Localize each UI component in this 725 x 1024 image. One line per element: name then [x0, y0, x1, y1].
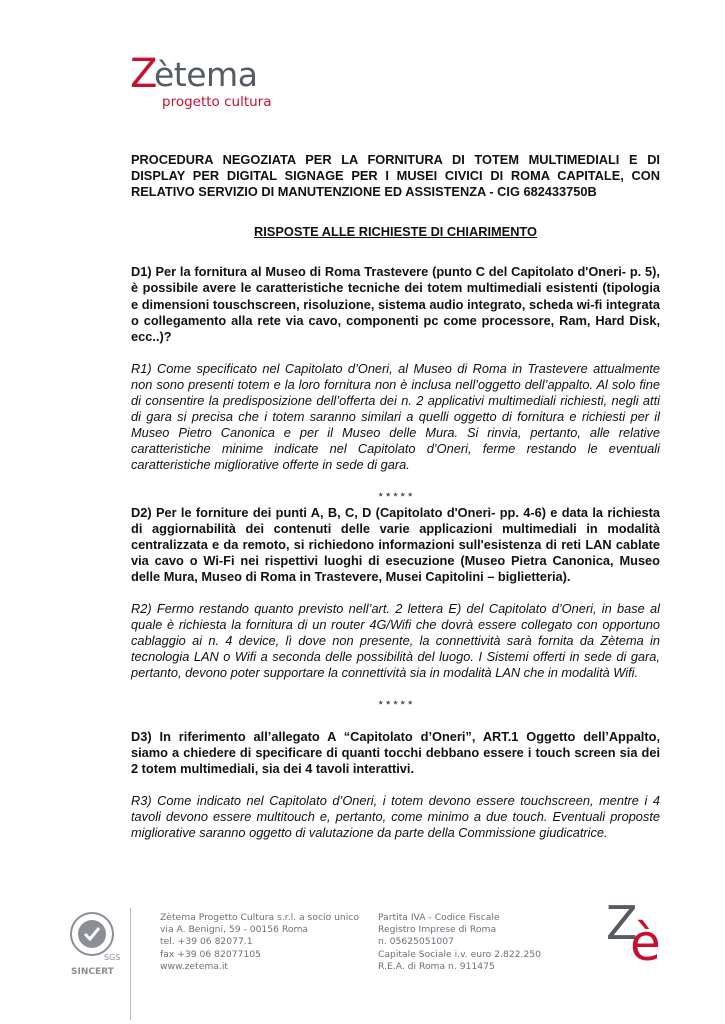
logo-tagline: progetto cultura: [162, 94, 272, 110]
question-1: D1) Per la fornitura al Museo di Roma Trastevere (punto C del Capitolato d'Oneri- p. 5), è possibile avere le caratteristiche tecniche dei totem multimediali esistenti (tipologia e dimensioni touschscreen, risoluzione, sistema audio integrato, scheda wi-fi integrata o collegamento alla rete via cavo, componenti pc come processore, Ram, Hard Disk, ecc..)?: [131, 264, 660, 344]
question-3: D3) In riferimento all’allegato A “Capitolato d’Oneri”, ART.1 Oggetto dell’Appalto, siamo a chiedere di specificare di quanti tocchi debbano essere i touch screen sia dei 2 totem multimediali, sia dei 4 tavoli interattivi.: [131, 728, 660, 776]
letterhead-footer: [0, 896, 725, 1024]
zetema-mark: [602, 896, 668, 974]
zetema-logo: [130, 51, 272, 114]
vat-number: n. 05625051007: [378, 936, 454, 948]
answer-1: R1) Come specificato nel Capitolato d’Oneri, al Museo di Roma in Trastevere attualmente non sono presenti totem e la loro fornitura non è inclusa nell’oggetto dell’appalto. Al solo fine di consentire la predisposizione dell’offerta dei n. 2 applicativi multimediali richiesti, negli atti di gara si precisa che i totem saranno similari a quelli oggetto di fornitura e richiesti per il Museo Pietro Canonica e per il Museo delle Mura. Si rinvia, pertanto, alle relative caratteristiche minime indicate nel Capitolato d’Oneri, ferme restando le eventuali caratteristiche migliorative offerte in sede di gara.: [131, 360, 660, 473]
seal-sgs: SGS: [104, 953, 121, 962]
company-info: [160, 912, 359, 973]
registry-label: Registro Imprese di Roma: [378, 924, 497, 936]
separator: * * * * *: [378, 490, 413, 503]
share-capital: Capitale Sociale i.v. euro 2.822.250: [378, 948, 541, 960]
company-address: via A. Benigni, 59 - 00156 Roma: [160, 924, 309, 936]
registration-info: [378, 912, 541, 973]
document-title: PROCEDURA NEGOZIATA PER LA FORNITURA DI TOTEM MULTIMEDIALI E DI DISPLAY PER DIGITAL SIGNAGE PER I MUSEI CIVICI DI ROMA CAPITALE, CON RELATIVO SERVIZIO DI MANUTENZIONE ED ASSISTENZA - CIG 682433750B: [131, 152, 660, 200]
document-subtitle: RISPOSTE ALLE RICHIESTE DI CHIARIMENTO: [254, 224, 537, 240]
vat-label: Partita IVA - Codice Fiscale: [378, 912, 500, 923]
footer-divider: [130, 908, 131, 1020]
answer-3: R3) Come indicato nel Capitolato d’Oneri, i totem devono essere touchscreen, mentre i 4 tavoli devono essere multitouch e, pertanto, come minimo a due touch. Eventuali proposte migliorative saranno oggetto di valutazione da parte della Commissione giudicatrice.: [131, 792, 660, 841]
document-body: [131, 152, 660, 841]
answer-2: R2) Fermo restando quanto previsto nell’art. 2 lettera E) del Capitolato d’Oneri, in base al quale è richiesta la fornitura di un router 4G/Wifi che dovrà essere collegato con opportuno cablaggio ai n. 4 device, lì dove non presente, la connettività sarà fornita da Zètema in tecnologia LAN o Wifi a seconda delle possibilità del luogo. I Sistemi offerti in sede di gara, pertanto, devono poter supportare la connettività sia in modalità LAN che in modalità Wifi.: [131, 601, 660, 681]
mark-z: Z: [606, 896, 638, 950]
separator: * * * * *: [378, 698, 413, 711]
mark-e: è: [630, 914, 661, 972]
company-name: Zètema Progetto Cultura s.r.l. a socio unico: [160, 912, 359, 923]
logo-z: Z: [130, 51, 158, 97]
question-2: D2) Per le forniture dei punti A, B, C, D (Capitolato d'Oneri- pp. 4-6) e data la richiesta di aggiornabilità dei contenuti delle varie applicazioni multimediali in modalità centralizzata e da remoto, si richiedono informazioni sull'esistenza di reti LAN cablate via cavo o Wi-Fi nei rispettivi luoghi di esecuzione (Museo Pietra Canonica, Museo delle Mura, Museo di Roma in Trastevere, Musei Capitolini – biglietteria).: [131, 504, 660, 584]
certification-seal: [67, 910, 121, 977]
company-website: www.zetema.it: [160, 960, 229, 972]
seal-sincert: SINCERT: [71, 967, 114, 977]
rea-number: R.E.A. di Roma n. 911475: [378, 960, 495, 972]
company-phone: tel. +39 06 82077.1: [160, 936, 253, 948]
company-fax: fax +39 06 82077105: [160, 948, 261, 960]
logo-wordmark: ètema: [154, 55, 258, 94]
certification-seal-icon: [67, 910, 121, 977]
